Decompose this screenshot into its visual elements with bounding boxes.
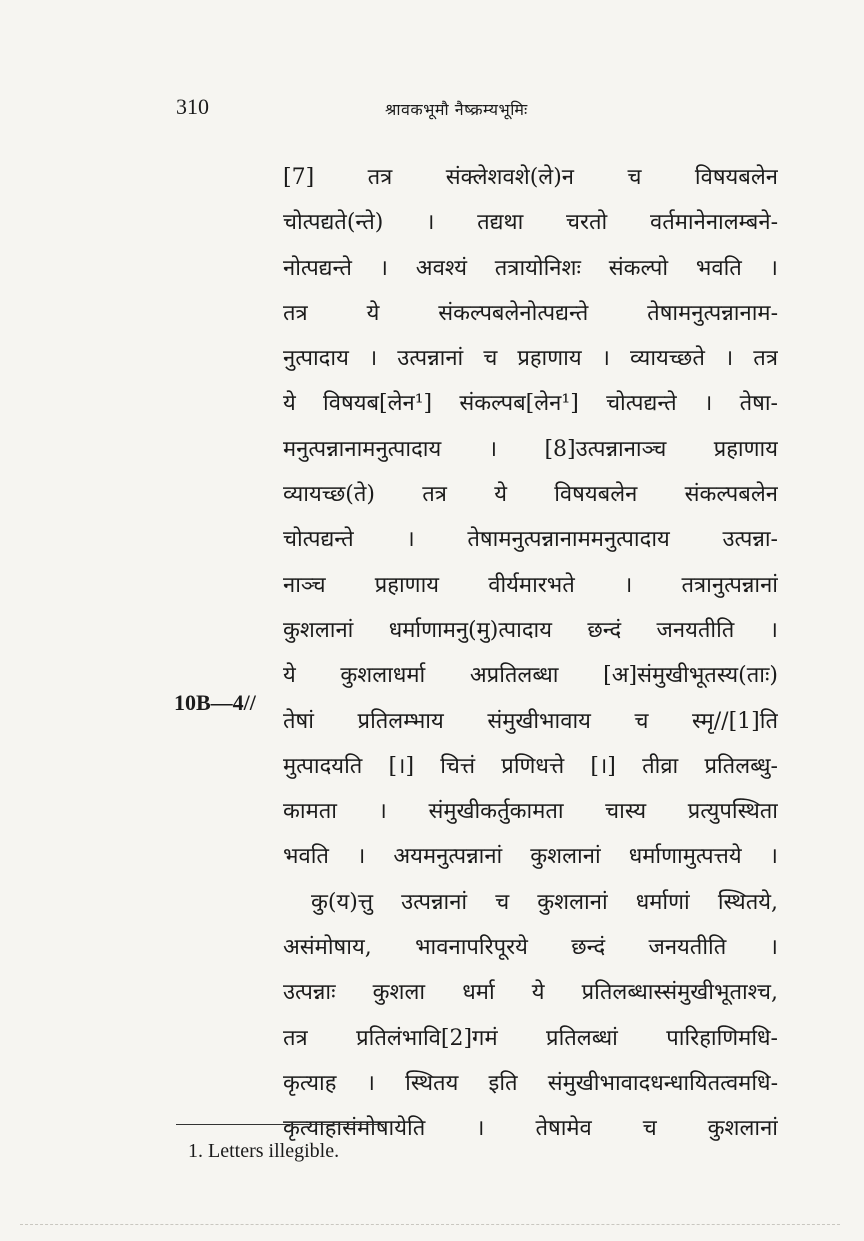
page-number: 310 [176,94,209,119]
text-line: भवति । अयमनुत्पन्नानां कुशलानां धर्माणामुत्पत्तये । [283,844,778,870]
text-line: नाञ्च प्रहाणाय वीर्यमारभते । तत्रानुत्पन्नानां [283,572,778,598]
text-line: चोत्पद्यते(न्ते) । तद्यथा चरतो वर्तमानेनालम्बने- [283,210,778,236]
text-line: व्यायच्छ(ते) तत्र ये विषयबलेन संकल्पबलेन [283,482,778,508]
margin-reference: 10B—4// [174,690,256,715]
text-line: मनुत्पन्नानामनुत्पादाय । [8]उत्पन्नानाञ्च प्रहाणाय [283,436,778,462]
text-line: मुत्पादयति [।] चित्तं प्रणिधत्ते [।] तीव्रा प्रतिलब्धु- [283,753,778,779]
text-line: उत्पन्नाः कुशला धर्मा ये प्रतिलब्धास्संमुखीभूताश्च, [283,980,778,1006]
text-line: असंमोषाय, भावनापरिपूरये छन्दं जनयतीति । [283,935,778,961]
text-line: तत्र प्रतिलंभावि[2]गमं प्रतिलब्धां पारिहाणिमधि- [283,1025,778,1051]
text-line: कु(य)त्तु उत्पन्नानां च कुशलानां धर्माणां स्थितये, [311,889,778,915]
footnote-divider [176,1124,384,1125]
text-line: चोत्पद्यन्ते । तेषामनुत्पन्नानाममनुत्पादाय उत्पन्ना- [283,527,778,553]
body-text [283,155,778,1152]
running-head: श्रावकभूमौ नैष्क्रम्यभूमिः [385,100,528,119]
text-line: नोत्पद्यन्ते । अवश्यं तत्रायोनिशः संकल्पो भवति । [283,255,778,281]
text-line: [7] तत्र संक्लेशवशे(ले)न च विषयबलेन [283,165,778,190]
text-line: कामता । संमुखीकर्तुकामता चास्य प्रत्युपस्थिता [283,799,778,825]
page-edge-divider [20,1224,840,1225]
text-line: कुशलानां धर्माणामनु(मु)त्पादाय छन्दं जनयतीति । [283,617,778,643]
text-line: कृत्याहासंमोषायेति । तेषामेव च कुशलानां [283,1116,778,1142]
text-line: ये विषयब[लेन¹] संकल्पब[लेन¹] चोत्पद्यन्ते । तेषा- [283,391,778,417]
text-line: ये कुशलाधर्मा अप्रतिलब्धा [अ]संमुखीभूतस्य(ताः) [283,663,778,689]
text-line: कृत्याह । स्थितय इति संमुखीभावादधन्धायितत्वमधि- [283,1070,778,1096]
text-line: नुत्पादाय । उत्पन्नानां च प्रहाणाय । व्यायच्छते । तत्र [283,346,778,372]
text-line: तत्र ये संकल्पबलेनोत्पद्यन्ते तेषामनुत्पन्नानाम- [283,300,778,326]
text-line: तेषां प्रतिलम्भाय संमुखीभावाय च स्मृ//[1]ति [283,708,778,734]
footnote: 1. Letters illegible. [188,1140,340,1162]
